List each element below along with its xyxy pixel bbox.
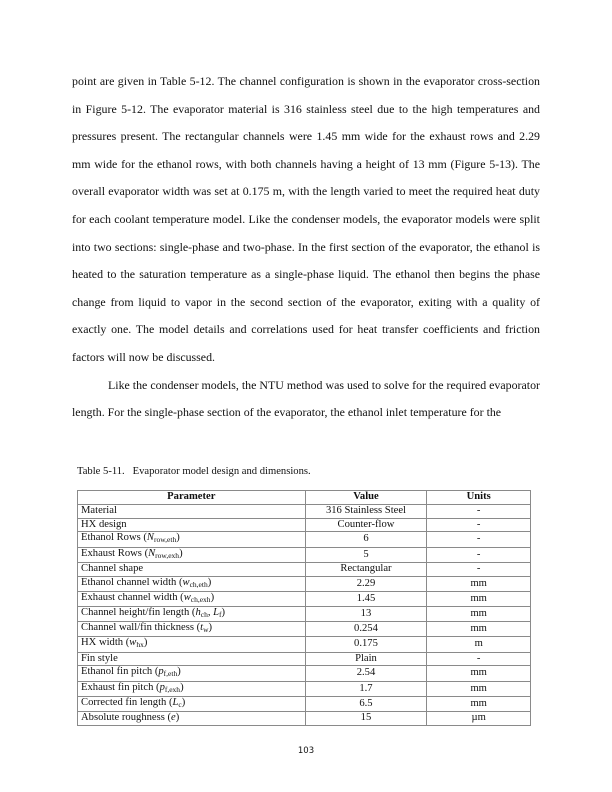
parameter-label: Channel shape: [81, 563, 144, 575]
parameter-label: Ethanol Rows (: [81, 532, 147, 544]
table-caption: Table 5-11. Evaporator model design and dimensions.: [77, 466, 311, 477]
table-row: [78, 576, 531, 591]
table-row: [78, 607, 531, 622]
units-cell: mm: [427, 696, 531, 711]
value-cell: 13: [305, 607, 427, 622]
value-cell: 2.54: [305, 666, 427, 681]
units-cell: -: [427, 504, 531, 518]
parameter-cell: HX width $(w_{hx})$: [78, 637, 306, 652]
parameter-cell: Absolute roughness (e): [78, 712, 306, 726]
parameter-label: Exhaust fin pitch (: [81, 681, 160, 693]
value-cell: 316 Stainless Steel: [305, 504, 427, 518]
parameter-cell: Exhaust channel width $(w_{ch,exh})$: [78, 591, 306, 606]
parameter-cell: Exhaust Rows $(N_{row,exh})$: [78, 547, 306, 562]
parameter-symbol: $N_{row,exh}$: [148, 547, 180, 560]
parameter-label: Ethanol fin pitch (: [81, 666, 159, 678]
units-cell: mm: [427, 622, 531, 637]
table-row: [78, 652, 531, 666]
units-cell: mm: [427, 607, 531, 622]
parameter-label: Channel wall/fin thickness (: [81, 622, 201, 634]
body-text: [72, 68, 540, 427]
table-row: [78, 666, 531, 681]
value-cell: 1.45: [305, 591, 427, 606]
parameter-cell: [78, 518, 306, 532]
parameter-label: Exhaust Rows (: [81, 547, 149, 559]
units-cell: -: [427, 532, 531, 547]
value-cell: 2.29: [305, 576, 427, 591]
units-cell: m: [427, 637, 531, 652]
parameter-symbol: $w_{hx}$: [129, 637, 144, 650]
table-row: [78, 696, 531, 711]
table-row: [78, 532, 531, 547]
units-cell: mm: [427, 666, 531, 681]
value-cell: Plain: [305, 652, 427, 666]
parameter-cell: [78, 562, 306, 576]
table-row: [78, 518, 531, 532]
header-value: Value: [305, 491, 427, 505]
parameter-symbol: $N_{row,eth}$: [146, 532, 177, 545]
page-number: 103: [297, 746, 315, 756]
table-header-row: [78, 491, 531, 505]
parameter-symbol: $w_{ch,exh}$: [183, 591, 211, 604]
parameter-cell: [78, 504, 306, 518]
value-cell: 5: [305, 547, 427, 562]
parameter-cell: Channel wall/fin thickness $(t_w)$: [78, 622, 306, 637]
units-cell: mm: [427, 591, 531, 606]
table-row: [78, 562, 531, 576]
parameter-symbol: $L_c$: [172, 696, 182, 709]
value-cell: 6: [305, 532, 427, 547]
parameter-symbol: $t_w$: [200, 622, 209, 635]
units-cell: -: [427, 547, 531, 562]
parameter-label: Fin style: [81, 652, 118, 664]
parameter-label: Corrected fin length (: [81, 696, 173, 708]
parameter-label: HX design: [81, 518, 127, 530]
value-cell: 0.254: [305, 622, 427, 637]
table-row: [78, 681, 531, 696]
parameter-label: Exhaust channel width (: [81, 591, 184, 603]
units-cell: mm: [427, 576, 531, 591]
parameter-cell: [78, 652, 306, 666]
parameter-symbol: e: [171, 712, 176, 724]
units-cell: -: [427, 518, 531, 532]
parameter-label: HX width (: [81, 637, 130, 649]
value-cell: Counter-flow: [305, 518, 427, 532]
parameter-cell: Corrected fin length $(L_c)$: [78, 696, 306, 711]
paragraph-1: point are given in Table 5-12. The channel configuration is shown in the evaporator cross-section in Figure 5-12. The evaporator material is 316 stainless steel due to the high temperatures and pressures present. The rectangular channels were 1.45 mm wide for the exhaust rows and 2.29 mm wide for the ethanol rows, with both channels having a height of 13 mm (Figure 5-13). The overall evaporator width was set at 0.175 m, with the length varied to meet the required heat duty for each coolant temperature model. Like the condenser models, the evaporator models were split into two sections: single-phase and two-phase. In the first section of the evaporator, the ethanol is heated to the saturation temperature as a single-phase liquid. The ethanol then begins the phase change from liquid to vapor in the second section of the evaporator, exiting with a quality of exactly one. The model details and correlations used for heat transfer coefficients and friction factors will now be discussed.: [72, 74, 540, 364]
evaporator-design-table: [77, 490, 531, 726]
units-cell: mm: [427, 681, 531, 696]
table-row: [78, 591, 531, 606]
parameter-label: Material: [81, 505, 117, 517]
value-cell: 15: [305, 712, 427, 726]
table-row: [78, 504, 531, 518]
header-units: Units: [427, 491, 531, 505]
table-row: [78, 547, 531, 562]
parameter-cell: Exhaust fin pitch $(p_{f,exh})$: [78, 681, 306, 696]
value-cell: 1.7: [305, 681, 427, 696]
parameter-cell: Channel height/fin length ($h_{ch}$, $L_f$): [78, 607, 306, 622]
parameter-label: Absolute roughness (: [81, 712, 172, 724]
parameter-label: Channel height/fin length (: [81, 607, 196, 618]
parameter-symbol: $p_{f,exh}$: [159, 681, 181, 694]
parameter-cell: Ethanol Rows $(N_{row,eth})$: [78, 532, 306, 547]
table-body: [78, 504, 531, 725]
parameter-cell: Ethanol channel width $(w_{ch,eth})$: [78, 576, 306, 591]
units-cell: -: [427, 652, 531, 666]
parameter-symbol: $h_{ch}$: [195, 607, 208, 619]
parameter-cell: Ethanol fin pitch $(p_{f,eth})$: [78, 666, 306, 681]
parameter-label: Ethanol channel width (: [81, 576, 183, 588]
parameter-symbol: $w_{ch,eth}$: [182, 576, 208, 589]
value-cell: 6.5: [305, 696, 427, 711]
value-cell: 0.175: [305, 637, 427, 652]
paragraph-2: Like the condenser models, the NTU method was used to solve for the required evaporator length. For the single-phase section of the evaporator, the ethanol inlet temperature for the: [72, 377, 540, 420]
table-row: [78, 637, 531, 652]
value-cell: Rectangular: [305, 562, 427, 576]
units-cell: -: [427, 562, 531, 576]
header-parameter: Parameter: [78, 491, 306, 505]
units-cell: µm: [427, 712, 531, 726]
table-row: [78, 622, 531, 637]
parameter-symbol: $p_{f,eth}$: [158, 666, 178, 679]
table-row: [78, 712, 531, 726]
parameter-symbol: $L_f$: [213, 607, 222, 619]
